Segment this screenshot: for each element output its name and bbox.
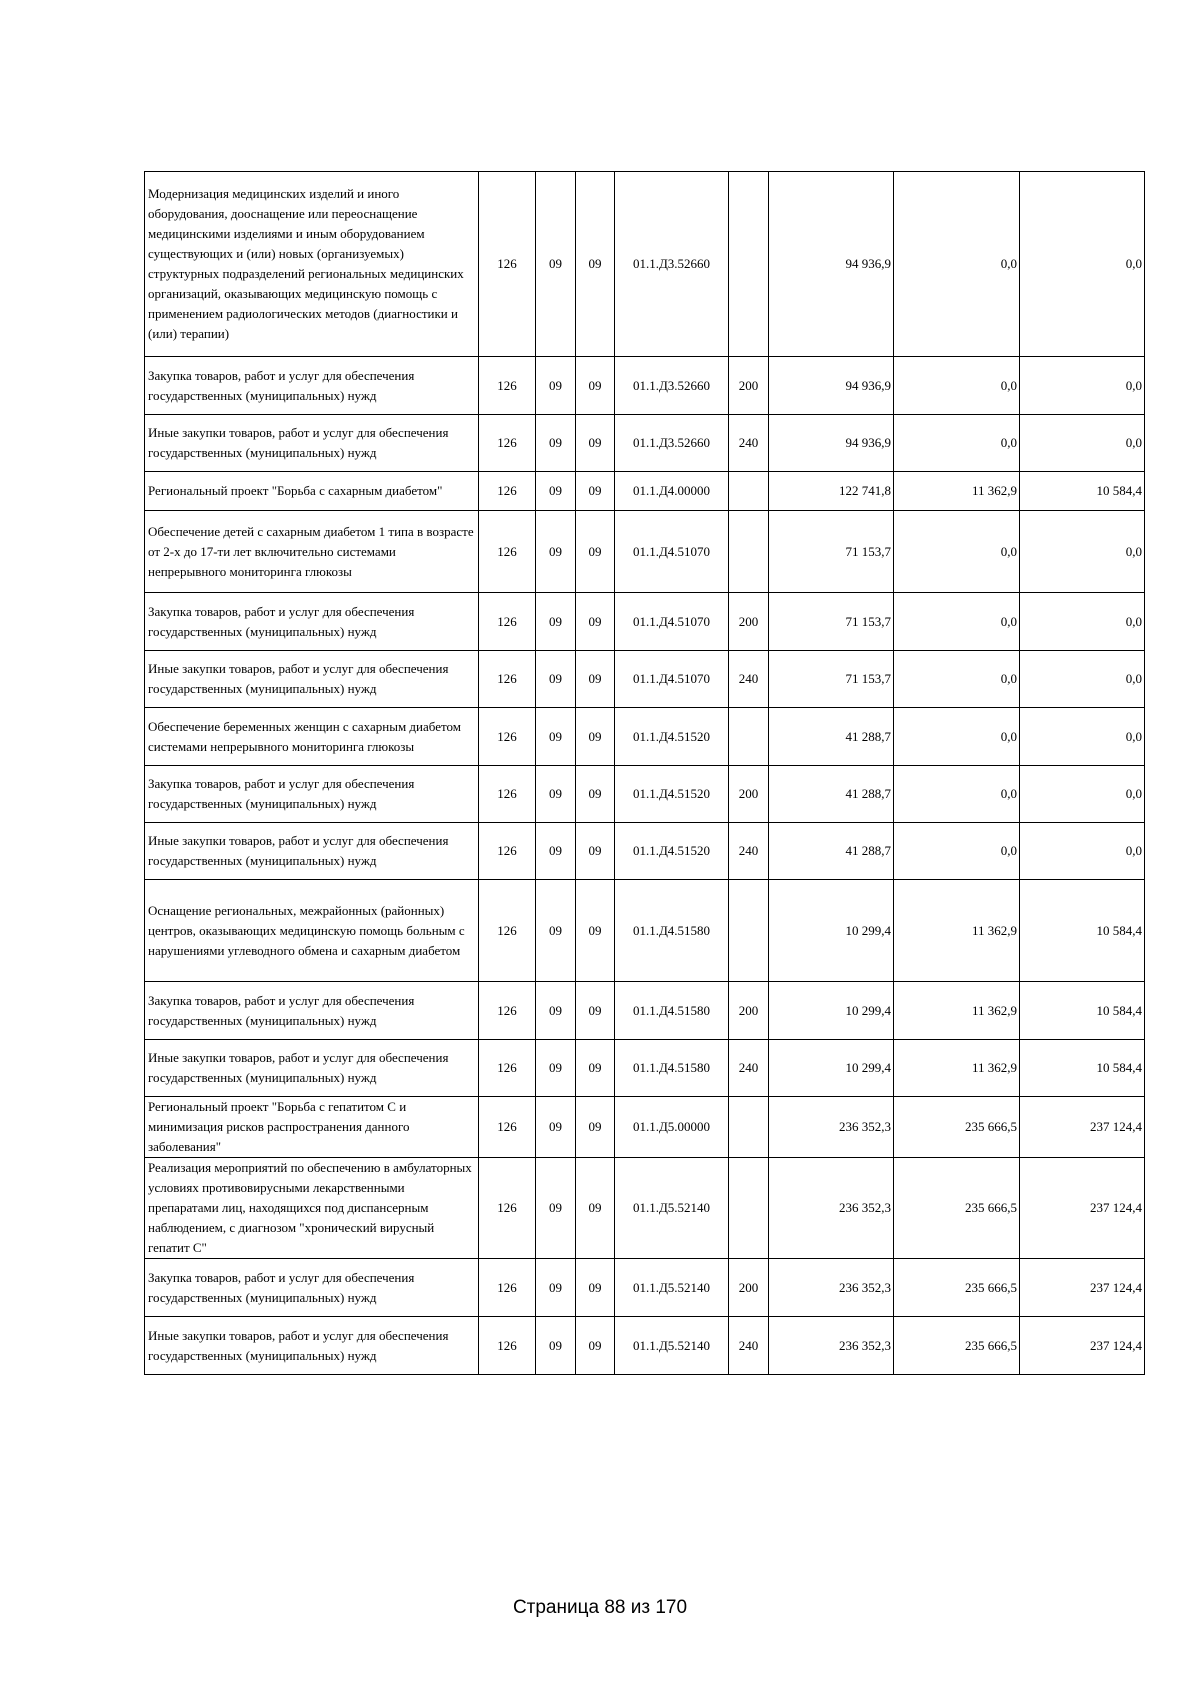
subsection-code-cell: 09	[576, 880, 615, 982]
budget-table	[144, 171, 1145, 1375]
amount-year-3-cell: 0,0	[1020, 708, 1145, 766]
amount-year-2-cell: 0,0	[894, 357, 1020, 415]
expense-type-cell: 200	[729, 593, 769, 651]
amount-year-1-cell: 236 352,3	[769, 1317, 894, 1375]
amount-year-3-cell: 10 584,4	[1020, 982, 1145, 1040]
amount-year-2-cell: 235 666,5	[894, 1259, 1020, 1317]
amount-year-1-cell: 41 288,7	[769, 823, 894, 880]
section-code-cell: 09	[536, 593, 576, 651]
amount-year-2-cell: 235 666,5	[894, 1317, 1020, 1375]
table-row	[145, 1040, 1145, 1097]
row-name-cell: Иные закупки товаров, работ и услуг для обеспечения государственных (муниципальных) нужд	[145, 823, 479, 880]
amount-year-3-cell: 237 124,4	[1020, 1317, 1145, 1375]
ministry-code-cell: 126	[479, 472, 536, 511]
amount-year-1-cell: 71 153,7	[769, 593, 894, 651]
amount-year-2-cell: 11 362,9	[894, 472, 1020, 511]
subsection-code-cell: 09	[576, 1259, 615, 1317]
table-row	[145, 982, 1145, 1040]
target-article-cell: 01.1.Д4.51520	[615, 823, 729, 880]
amount-year-1-cell: 10 299,4	[769, 880, 894, 982]
expense-type-cell: 240	[729, 415, 769, 472]
subsection-code-cell: 09	[576, 472, 615, 511]
subsection-code-cell: 09	[576, 1317, 615, 1375]
section-code-cell: 09	[536, 823, 576, 880]
table-row	[145, 1097, 1145, 1158]
expense-type-cell: 240	[729, 651, 769, 708]
table-row	[145, 651, 1145, 708]
amount-year-3-cell: 10 584,4	[1020, 880, 1145, 982]
amount-year-1-cell: 236 352,3	[769, 1158, 894, 1259]
amount-year-2-cell: 0,0	[894, 593, 1020, 651]
subsection-code-cell: 09	[576, 651, 615, 708]
ministry-code-cell: 126	[479, 1158, 536, 1259]
target-article-cell: 01.1.Д4.51580	[615, 1040, 729, 1097]
target-article-cell: 01.1.Д4.51520	[615, 766, 729, 823]
target-article-cell: 01.1.Д5.52140	[615, 1158, 729, 1259]
row-name-cell: Реализация мероприятий по обеспечению в амбулаторных условиях противовирусными лекарственными препаратами лиц, находящихся под диспансерным наблюдением, с диагнозом "хронический вирусный гепатит С"	[145, 1158, 479, 1259]
section-code-cell: 09	[536, 880, 576, 982]
amount-year-3-cell: 0,0	[1020, 651, 1145, 708]
expense-type-cell	[729, 1097, 769, 1158]
subsection-code-cell: 09	[576, 823, 615, 880]
ministry-code-cell: 126	[479, 1097, 536, 1158]
ministry-code-cell: 126	[479, 880, 536, 982]
section-code-cell: 09	[536, 511, 576, 593]
amount-year-1-cell: 71 153,7	[769, 511, 894, 593]
amount-year-2-cell: 11 362,9	[894, 1040, 1020, 1097]
amount-year-1-cell: 94 936,9	[769, 357, 894, 415]
section-code-cell: 09	[536, 982, 576, 1040]
row-name-cell: Закупка товаров, работ и услуг для обеспечения государственных (муниципальных) нужд	[145, 357, 479, 415]
amount-year-1-cell: 71 153,7	[769, 651, 894, 708]
target-article-cell: 01.1.Д5.52140	[615, 1259, 729, 1317]
section-code-cell: 09	[536, 1259, 576, 1317]
expense-type-cell: 200	[729, 357, 769, 415]
target-article-cell: 01.1.Д4.00000	[615, 472, 729, 511]
ministry-code-cell: 126	[479, 357, 536, 415]
ministry-code-cell: 126	[479, 766, 536, 823]
amount-year-2-cell: 235 666,5	[894, 1158, 1020, 1259]
row-name-cell: Обеспечение детей с сахарным диабетом 1 типа в возрасте от 2-х до 17-ти лет включительно системами непрерывного мониторинга глюкозы	[145, 511, 479, 593]
amount-year-3-cell: 0,0	[1020, 415, 1145, 472]
expense-type-cell: 240	[729, 1317, 769, 1375]
section-code-cell: 09	[536, 651, 576, 708]
table-row	[145, 593, 1145, 651]
amount-year-1-cell: 41 288,7	[769, 766, 894, 823]
subsection-code-cell: 09	[576, 511, 615, 593]
page-number: Страница 88 из 170	[512, 1597, 688, 1618]
amount-year-1-cell: 10 299,4	[769, 982, 894, 1040]
amount-year-3-cell: 0,0	[1020, 172, 1145, 357]
ministry-code-cell: 126	[479, 511, 536, 593]
subsection-code-cell: 09	[576, 172, 615, 357]
amount-year-2-cell: 11 362,9	[894, 880, 1020, 982]
amount-year-1-cell: 236 352,3	[769, 1259, 894, 1317]
row-name-cell: Модернизация медицинских изделий и иного оборудования, дооснащение или переоснащение медицинскими изделиями и иным оборудованием существующих и (или) новых (организуемых) структурных подразделений региональных медицинских организаций, оказывающих медицинскую помощь с применением радиологических методов (диагностики и (или) терапии)	[145, 172, 479, 357]
ministry-code-cell: 126	[479, 415, 536, 472]
amount-year-3-cell: 10 584,4	[1020, 472, 1145, 511]
target-article-cell: 01.1.Д3.52660	[615, 357, 729, 415]
subsection-code-cell: 09	[576, 357, 615, 415]
subsection-code-cell: 09	[576, 415, 615, 472]
section-code-cell: 09	[536, 172, 576, 357]
amount-year-2-cell: 0,0	[894, 651, 1020, 708]
amount-year-1-cell: 94 936,9	[769, 172, 894, 357]
target-article-cell: 01.1.Д5.00000	[615, 1097, 729, 1158]
row-name-cell: Оснащение региональных, межрайонных (районных) центров, оказывающих медицинскую помощь больным с нарушениями углеводного обмена и сахарным диабетом	[145, 880, 479, 982]
section-code-cell: 09	[536, 1097, 576, 1158]
row-name-cell: Региональный проект "Борьба с гепатитом С и минимизация рисков распространения данного заболевания"	[145, 1097, 479, 1158]
amount-year-3-cell: 0,0	[1020, 593, 1145, 651]
section-code-cell: 09	[536, 357, 576, 415]
row-name-cell: Закупка товаров, работ и услуг для обеспечения государственных (муниципальных) нужд	[145, 593, 479, 651]
ministry-code-cell: 126	[479, 1317, 536, 1375]
target-article-cell: 01.1.Д3.52660	[615, 172, 729, 357]
subsection-code-cell: 09	[576, 1040, 615, 1097]
table-row	[145, 472, 1145, 511]
target-article-cell: 01.1.Д4.51580	[615, 880, 729, 982]
table-row	[145, 1158, 1145, 1259]
table-row	[145, 511, 1145, 593]
subsection-code-cell: 09	[576, 708, 615, 766]
expense-type-cell	[729, 1158, 769, 1259]
amount-year-1-cell: 236 352,3	[769, 1097, 894, 1158]
expense-type-cell	[729, 172, 769, 357]
ministry-code-cell: 126	[479, 593, 536, 651]
expense-type-cell: 240	[729, 1040, 769, 1097]
amount-year-2-cell: 0,0	[894, 708, 1020, 766]
expense-type-cell: 200	[729, 982, 769, 1040]
table-body	[145, 172, 1145, 1375]
amount-year-1-cell: 10 299,4	[769, 1040, 894, 1097]
expense-type-cell: 200	[729, 1259, 769, 1317]
amount-year-2-cell: 0,0	[894, 511, 1020, 593]
amount-year-3-cell: 0,0	[1020, 823, 1145, 880]
table-row	[145, 172, 1145, 357]
subsection-code-cell: 09	[576, 766, 615, 823]
table-row	[145, 766, 1145, 823]
table-row	[145, 880, 1145, 982]
section-code-cell: 09	[536, 1317, 576, 1375]
ministry-code-cell: 126	[479, 172, 536, 357]
target-article-cell: 01.1.Д4.51070	[615, 651, 729, 708]
row-name-cell: Закупка товаров, работ и услуг для обеспечения государственных (муниципальных) нужд	[145, 982, 479, 1040]
amount-year-1-cell: 94 936,9	[769, 415, 894, 472]
amount-year-3-cell: 0,0	[1020, 357, 1145, 415]
ministry-code-cell: 126	[479, 1259, 536, 1317]
ministry-code-cell: 126	[479, 982, 536, 1040]
target-article-cell: 01.1.Д3.52660	[615, 415, 729, 472]
table-row	[145, 708, 1145, 766]
expense-type-cell	[729, 511, 769, 593]
target-article-cell: 01.1.Д4.51520	[615, 708, 729, 766]
section-code-cell: 09	[536, 1158, 576, 1259]
row-name-cell: Обеспечение беременных женщин с сахарным диабетом системами непрерывного мониторинга глюкозы	[145, 708, 479, 766]
row-name-cell: Закупка товаров, работ и услуг для обеспечения государственных (муниципальных) нужд	[145, 766, 479, 823]
table-row	[145, 823, 1145, 880]
row-name-cell: Иные закупки товаров, работ и услуг для обеспечения государственных (муниципальных) нужд	[145, 1040, 479, 1097]
amount-year-3-cell: 237 124,4	[1020, 1097, 1145, 1158]
amount-year-1-cell: 41 288,7	[769, 708, 894, 766]
ministry-code-cell: 126	[479, 1040, 536, 1097]
row-name-cell: Иные закупки товаров, работ и услуг для обеспечения государственных (муниципальных) нужд	[145, 1317, 479, 1375]
row-name-cell: Закупка товаров, работ и услуг для обеспечения государственных (муниципальных) нужд	[145, 1259, 479, 1317]
subsection-code-cell: 09	[576, 1097, 615, 1158]
expense-type-cell	[729, 880, 769, 982]
table-row	[145, 357, 1145, 415]
amount-year-3-cell: 237 124,4	[1020, 1158, 1145, 1259]
section-code-cell: 09	[536, 766, 576, 823]
amount-year-3-cell: 10 584,4	[1020, 1040, 1145, 1097]
ministry-code-cell: 126	[479, 708, 536, 766]
expense-type-cell: 240	[729, 823, 769, 880]
section-code-cell: 09	[536, 708, 576, 766]
amount-year-3-cell: 0,0	[1020, 766, 1145, 823]
table-row	[145, 1259, 1145, 1317]
row-name-cell: Иные закупки товаров, работ и услуг для обеспечения государственных (муниципальных) нужд	[145, 651, 479, 708]
ministry-code-cell: 126	[479, 823, 536, 880]
subsection-code-cell: 09	[576, 1158, 615, 1259]
row-name-cell: Иные закупки товаров, работ и услуг для обеспечения государственных (муниципальных) нужд	[145, 415, 479, 472]
ministry-code-cell: 126	[479, 651, 536, 708]
table-row	[145, 1317, 1145, 1375]
target-article-cell: 01.1.Д4.51070	[615, 593, 729, 651]
amount-year-2-cell: 235 666,5	[894, 1097, 1020, 1158]
amount-year-3-cell: 0,0	[1020, 511, 1145, 593]
expense-type-cell: 200	[729, 766, 769, 823]
row-name-cell: Региональный проект "Борьба с сахарным диабетом"	[145, 472, 479, 511]
amount-year-3-cell: 237 124,4	[1020, 1259, 1145, 1317]
amount-year-2-cell: 0,0	[894, 415, 1020, 472]
section-code-cell: 09	[536, 415, 576, 472]
target-article-cell: 01.1.Д4.51070	[615, 511, 729, 593]
target-article-cell: 01.1.Д4.51580	[615, 982, 729, 1040]
amount-year-1-cell: 122 741,8	[769, 472, 894, 511]
section-code-cell: 09	[536, 472, 576, 511]
amount-year-2-cell: 11 362,9	[894, 982, 1020, 1040]
table-row	[145, 415, 1145, 472]
section-code-cell: 09	[536, 1040, 576, 1097]
subsection-code-cell: 09	[576, 982, 615, 1040]
subsection-code-cell: 09	[576, 593, 615, 651]
amount-year-2-cell: 0,0	[894, 823, 1020, 880]
expense-type-cell	[729, 708, 769, 766]
amount-year-2-cell: 0,0	[894, 766, 1020, 823]
amount-year-2-cell: 0,0	[894, 172, 1020, 357]
target-article-cell: 01.1.Д5.52140	[615, 1317, 729, 1375]
expense-type-cell	[729, 472, 769, 511]
